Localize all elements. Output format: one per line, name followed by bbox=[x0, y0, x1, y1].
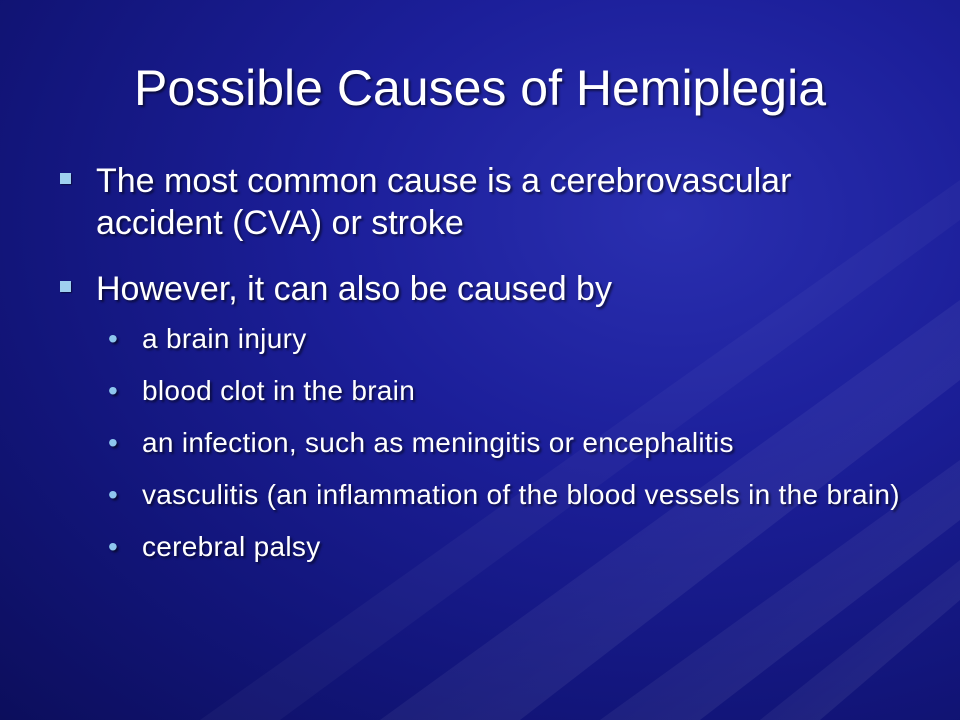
sub-bullet-text: cerebral palsy bbox=[142, 531, 321, 562]
bullet-text: However, it can also be caused by bbox=[96, 270, 612, 308]
sub-bullet-item bbox=[108, 322, 918, 356]
dot-bullet-icon: • bbox=[108, 427, 119, 458]
sub-bullet-item bbox=[108, 374, 918, 408]
sub-bullet-item bbox=[108, 530, 918, 564]
bullet-item bbox=[58, 268, 918, 310]
sub-bullet-list bbox=[58, 322, 918, 564]
sub-bullet-text: a brain injury bbox=[142, 323, 307, 354]
sub-bullet-text: an infection, such as meningitis or encephalitis bbox=[142, 427, 734, 458]
sub-bullet-item bbox=[108, 426, 918, 460]
sub-bullet-text: vasculitis (an inflammation of the blood vessels in the brain) bbox=[142, 479, 900, 510]
sub-bullet-text: blood clot in the brain bbox=[142, 375, 416, 406]
square-bullet-icon bbox=[60, 281, 71, 292]
sub-bullet-item bbox=[108, 478, 918, 512]
bullet-text: The most common cause is a cerebrovascular accident (CVA) or stroke bbox=[96, 162, 792, 242]
bullet-item bbox=[58, 160, 918, 244]
slide-body bbox=[58, 160, 918, 564]
square-bullet-icon bbox=[60, 173, 71, 184]
dot-bullet-icon: • bbox=[108, 531, 119, 562]
dot-bullet-icon: • bbox=[108, 375, 119, 406]
dot-bullet-icon: • bbox=[108, 479, 119, 510]
dot-bullet-icon: • bbox=[108, 323, 119, 354]
slide-title: Possible Causes of Hemiplegia bbox=[133, 60, 827, 116]
